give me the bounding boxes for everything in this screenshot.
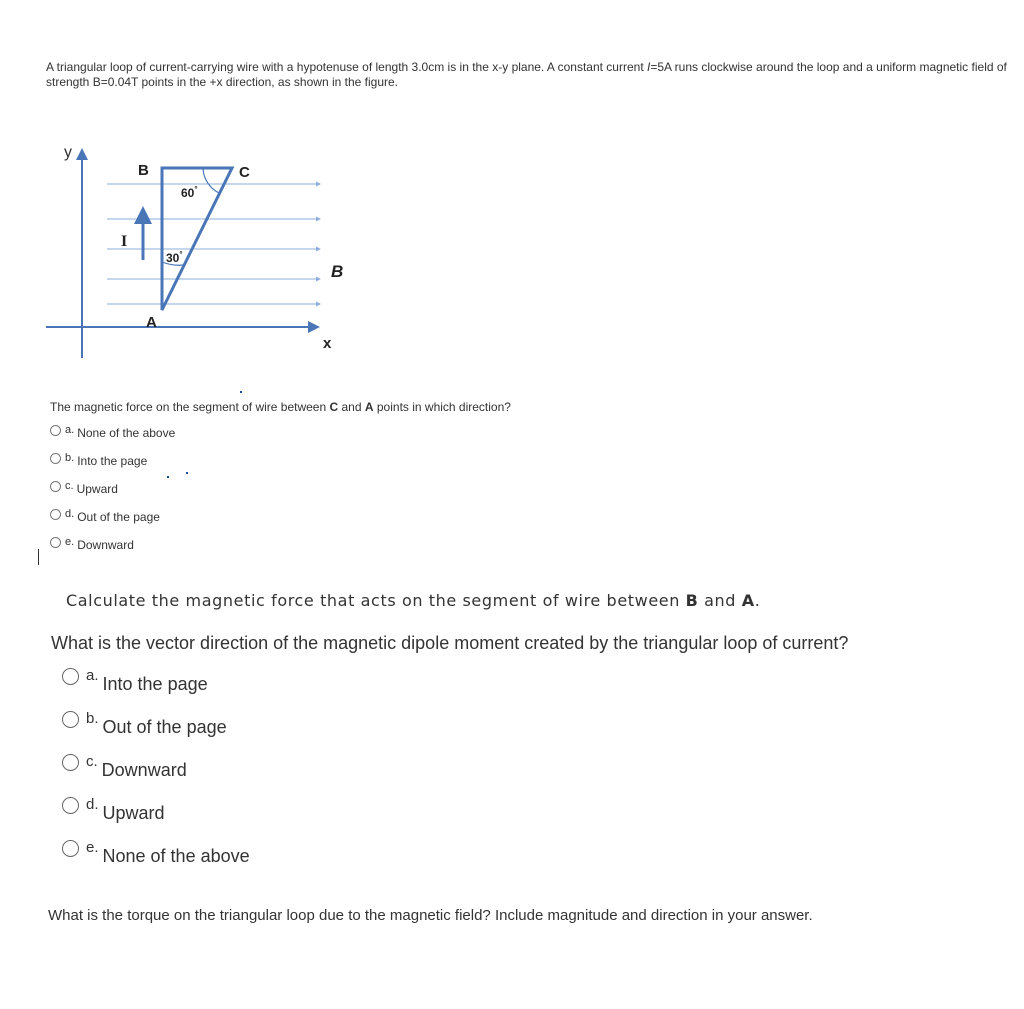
problem-intro: A triangular loop of current-carrying wire with a hypotenuse of length 3.0cm is in the x-y plane. A constant current I=5A runs clockwise around the loop and a uniform magnetic field of strength B=0.04T points in the +x direction, as shown in the figure. <box>46 60 1007 89</box>
stray-dot <box>240 391 242 393</box>
radio-button[interactable] <box>62 711 79 728</box>
question-1-text: The magnetic force on the segment of wire between C and A points in which direction? <box>50 400 511 414</box>
question-2-text: What is the vector direction of the magnetic dipole moment created by the triangular loop of current? <box>51 633 849 653</box>
question-3-text: What is the torque on the triangular loop due to the magnetic field? Include magnitude and direction in your answer. <box>48 907 813 924</box>
question-1-options <box>50 424 175 564</box>
q1-option-c[interactable]: c. Upward <box>50 480 175 508</box>
stray-dot <box>186 472 188 474</box>
angle-60-label: 60° <box>181 185 198 200</box>
q1-option-b[interactable]: b. Into the page <box>50 452 175 480</box>
q2-option-c[interactable]: c. Downward <box>62 753 250 796</box>
vertex-b-label: B <box>138 162 149 179</box>
angle-arc-60 <box>203 168 219 193</box>
triangle-loop-figure <box>0 0 1024 380</box>
radio-button[interactable] <box>62 840 79 857</box>
q2-option-a[interactable]: a. Into the page <box>62 667 250 710</box>
calculate-prompt: Calculate the magnetic force that acts on the segment of wire between B and A. <box>66 591 761 610</box>
radio-button[interactable] <box>50 537 61 548</box>
radio-button[interactable] <box>50 425 61 436</box>
radio-button[interactable] <box>50 453 61 464</box>
radio-button[interactable] <box>50 509 61 520</box>
q1-option-a[interactable]: a. None of the above <box>50 424 175 452</box>
radio-button[interactable] <box>62 754 79 771</box>
q1-option-d[interactable]: d. Out of the page <box>50 508 175 536</box>
q1-option-e[interactable]: e. Downward <box>50 536 175 564</box>
q2-option-d[interactable]: d. Upward <box>62 796 250 839</box>
q2-option-b[interactable]: b. Out of the page <box>62 710 250 753</box>
angle-30-label: 30° <box>166 250 183 265</box>
radio-button[interactable] <box>50 481 61 492</box>
vertex-a-label: A <box>146 314 157 331</box>
radio-button[interactable] <box>62 668 79 685</box>
question-2-options <box>62 667 250 882</box>
field-label: B <box>331 262 344 281</box>
radio-button[interactable] <box>62 797 79 814</box>
x-axis-label: x <box>323 335 332 352</box>
text-cursor <box>38 549 39 565</box>
current-label: I <box>121 233 128 250</box>
vertex-c-label: C <box>239 164 250 181</box>
y-axis-label: y <box>64 144 72 161</box>
q2-option-e[interactable]: e. None of the above <box>62 839 250 882</box>
